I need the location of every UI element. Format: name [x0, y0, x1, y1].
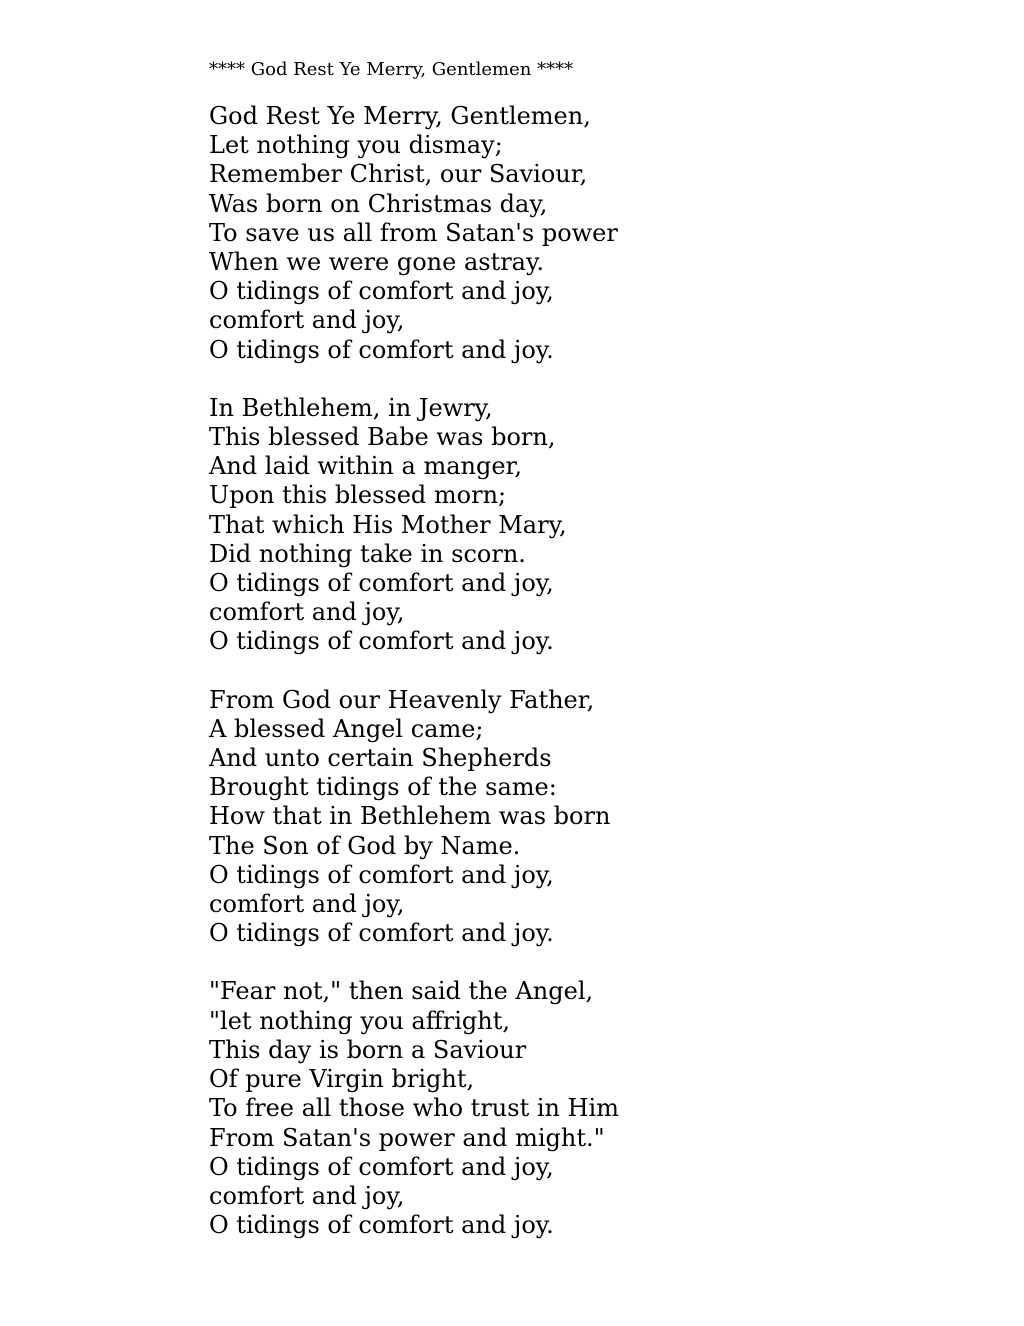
- stanza-line: comfort and joy,: [209, 306, 405, 335]
- stanza-line: O tidings of comfort and joy,: [209, 1152, 554, 1181]
- stanza-line: That which His Mother Mary,: [209, 510, 567, 539]
- stanza-line: "let nothing you affright,: [209, 1006, 511, 1035]
- stanza-line: When we were gone astray.: [209, 248, 544, 277]
- stanza-3: [209, 686, 989, 949]
- page-title: **** God Rest Ye Merry, Gentlemen ****: [209, 59, 574, 80]
- stanza-line: This blessed Babe was born,: [209, 423, 556, 452]
- stanza-line: O tidings of comfort and joy,: [209, 569, 554, 598]
- stanza-line: O tidings of comfort and joy.: [209, 335, 554, 364]
- stanza-line: comfort and joy,: [209, 1181, 405, 1210]
- stanza-line: O tidings of comfort and joy.: [209, 627, 554, 656]
- stanza-line: How that in Bethlehem was born: [209, 802, 611, 831]
- stanza-line: O tidings of comfort and joy,: [209, 860, 554, 889]
- stanza-line: To free all those who trust in Him: [209, 1094, 619, 1123]
- stanza-line: O tidings of comfort and joy.: [209, 1211, 554, 1240]
- stanza-1: [209, 102, 989, 365]
- stanza-line: Of pure Virgin bright,: [209, 1065, 475, 1094]
- stanza-line: O tidings of comfort and joy.: [209, 919, 554, 948]
- stanza-line: And laid within a manger,: [209, 452, 523, 481]
- stanza-line: Upon this blessed morn;: [209, 481, 507, 510]
- stanza-line: Did nothing take in scorn.: [209, 539, 526, 568]
- stanza-4: [209, 977, 989, 1240]
- stanza-line: God Rest Ye Merry, Gentlemen,: [209, 102, 591, 130]
- stanza-line: To save us all from Satan's power: [209, 218, 618, 247]
- stanza-2: [209, 394, 989, 657]
- stanza-line: Was born on Christmas day,: [209, 189, 548, 218]
- stanza-line: From God our Heavenly Father,: [209, 685, 595, 714]
- stanza-line: comfort and joy,: [209, 890, 405, 919]
- stanza-line: comfort and joy,: [209, 598, 405, 627]
- stanza-line: This day is born a Saviour: [209, 1035, 527, 1064]
- stanza-line: A blessed Angel came;: [209, 714, 484, 743]
- stanza-line: From Satan's power and might.": [209, 1123, 605, 1152]
- stanza-line: Remember Christ, our Saviour,: [209, 160, 588, 189]
- stanza-line: In Bethlehem, in Jewry,: [209, 393, 493, 422]
- stanza-line: "Fear not," then said the Angel,: [209, 977, 594, 1006]
- document-page: [209, 58, 989, 1269]
- stanza-line: The Son of God by Name.: [209, 831, 521, 860]
- stanza-line: Brought tidings of the same:: [209, 773, 557, 802]
- stanza-line: And unto certain Shepherds: [209, 744, 552, 773]
- stanza-line: Let nothing you dismay;: [209, 131, 503, 160]
- stanza-line: O tidings of comfort and joy,: [209, 277, 554, 306]
